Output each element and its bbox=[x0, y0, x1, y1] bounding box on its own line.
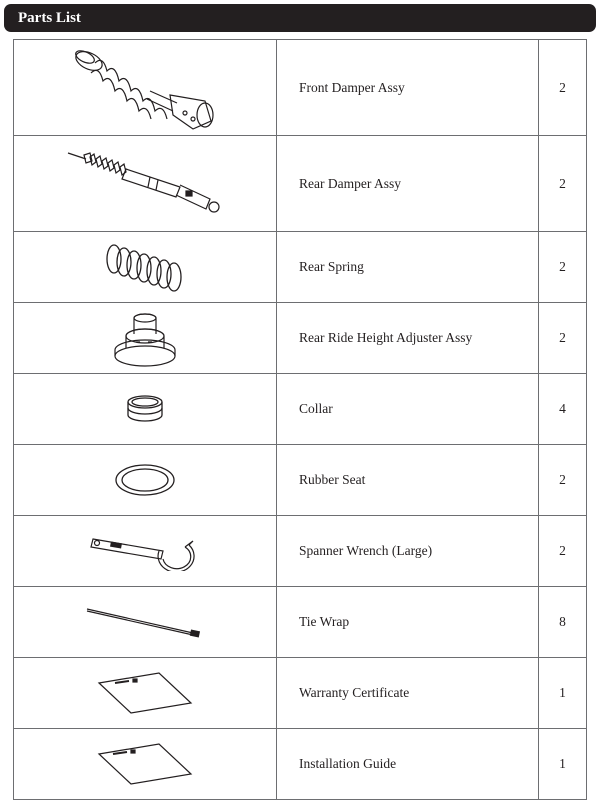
section-header bbox=[4, 4, 596, 32]
part-image-cell bbox=[14, 729, 277, 800]
part-name: Installation Guide bbox=[277, 729, 539, 800]
rear-spring-icon bbox=[100, 237, 190, 297]
table-row bbox=[14, 516, 587, 587]
part-quantity: 2 bbox=[539, 303, 587, 374]
part-name: Spanner Wrench (Large) bbox=[277, 516, 539, 587]
part-image-cell bbox=[14, 136, 277, 232]
part-image-cell bbox=[14, 658, 277, 729]
table-row bbox=[14, 729, 587, 800]
part-name: Tie Wrap bbox=[277, 587, 539, 658]
front-damper-assy-icon bbox=[65, 43, 225, 133]
part-image-cell bbox=[14, 303, 277, 374]
part-quantity: 2 bbox=[539, 232, 587, 303]
rubber-seat-icon bbox=[113, 462, 177, 498]
part-quantity: 1 bbox=[539, 658, 587, 729]
part-quantity: 2 bbox=[539, 516, 587, 587]
warranty-certificate-icon bbox=[95, 671, 195, 715]
section-title: Parts List bbox=[18, 10, 81, 26]
table-row bbox=[14, 232, 587, 303]
part-image-cell bbox=[14, 374, 277, 445]
part-name: Rear Ride Height Adjuster Assy bbox=[277, 303, 539, 374]
part-name: Rear Damper Assy bbox=[277, 136, 539, 232]
part-image-cell bbox=[14, 516, 277, 587]
spanner-wrench-icon bbox=[89, 531, 201, 571]
table-row bbox=[14, 374, 587, 445]
part-name: Front Damper Assy bbox=[277, 40, 539, 136]
rear-damper-assy-icon bbox=[60, 139, 230, 229]
table-row bbox=[14, 587, 587, 658]
parts-table bbox=[13, 39, 587, 800]
tie-wrap-icon bbox=[85, 605, 205, 639]
part-quantity: 2 bbox=[539, 136, 587, 232]
part-name: Rubber Seat bbox=[277, 445, 539, 516]
part-quantity: 2 bbox=[539, 445, 587, 516]
installation-guide-icon bbox=[95, 742, 195, 786]
table-row bbox=[14, 445, 587, 516]
part-image-cell bbox=[14, 445, 277, 516]
part-name: Warranty Certificate bbox=[277, 658, 539, 729]
table-row bbox=[14, 40, 587, 136]
part-image-cell bbox=[14, 232, 277, 303]
table-row bbox=[14, 303, 587, 374]
part-name: Rear Spring bbox=[277, 232, 539, 303]
table-row bbox=[14, 136, 587, 232]
part-quantity: 2 bbox=[539, 40, 587, 136]
ride-height-adjuster-icon bbox=[110, 306, 180, 370]
table-row bbox=[14, 658, 587, 729]
part-quantity: 1 bbox=[539, 729, 587, 800]
part-image-cell bbox=[14, 587, 277, 658]
collar-icon bbox=[123, 393, 167, 425]
part-image-cell bbox=[14, 40, 277, 136]
part-quantity: 8 bbox=[539, 587, 587, 658]
part-quantity: 4 bbox=[539, 374, 587, 445]
part-name: Collar bbox=[277, 374, 539, 445]
